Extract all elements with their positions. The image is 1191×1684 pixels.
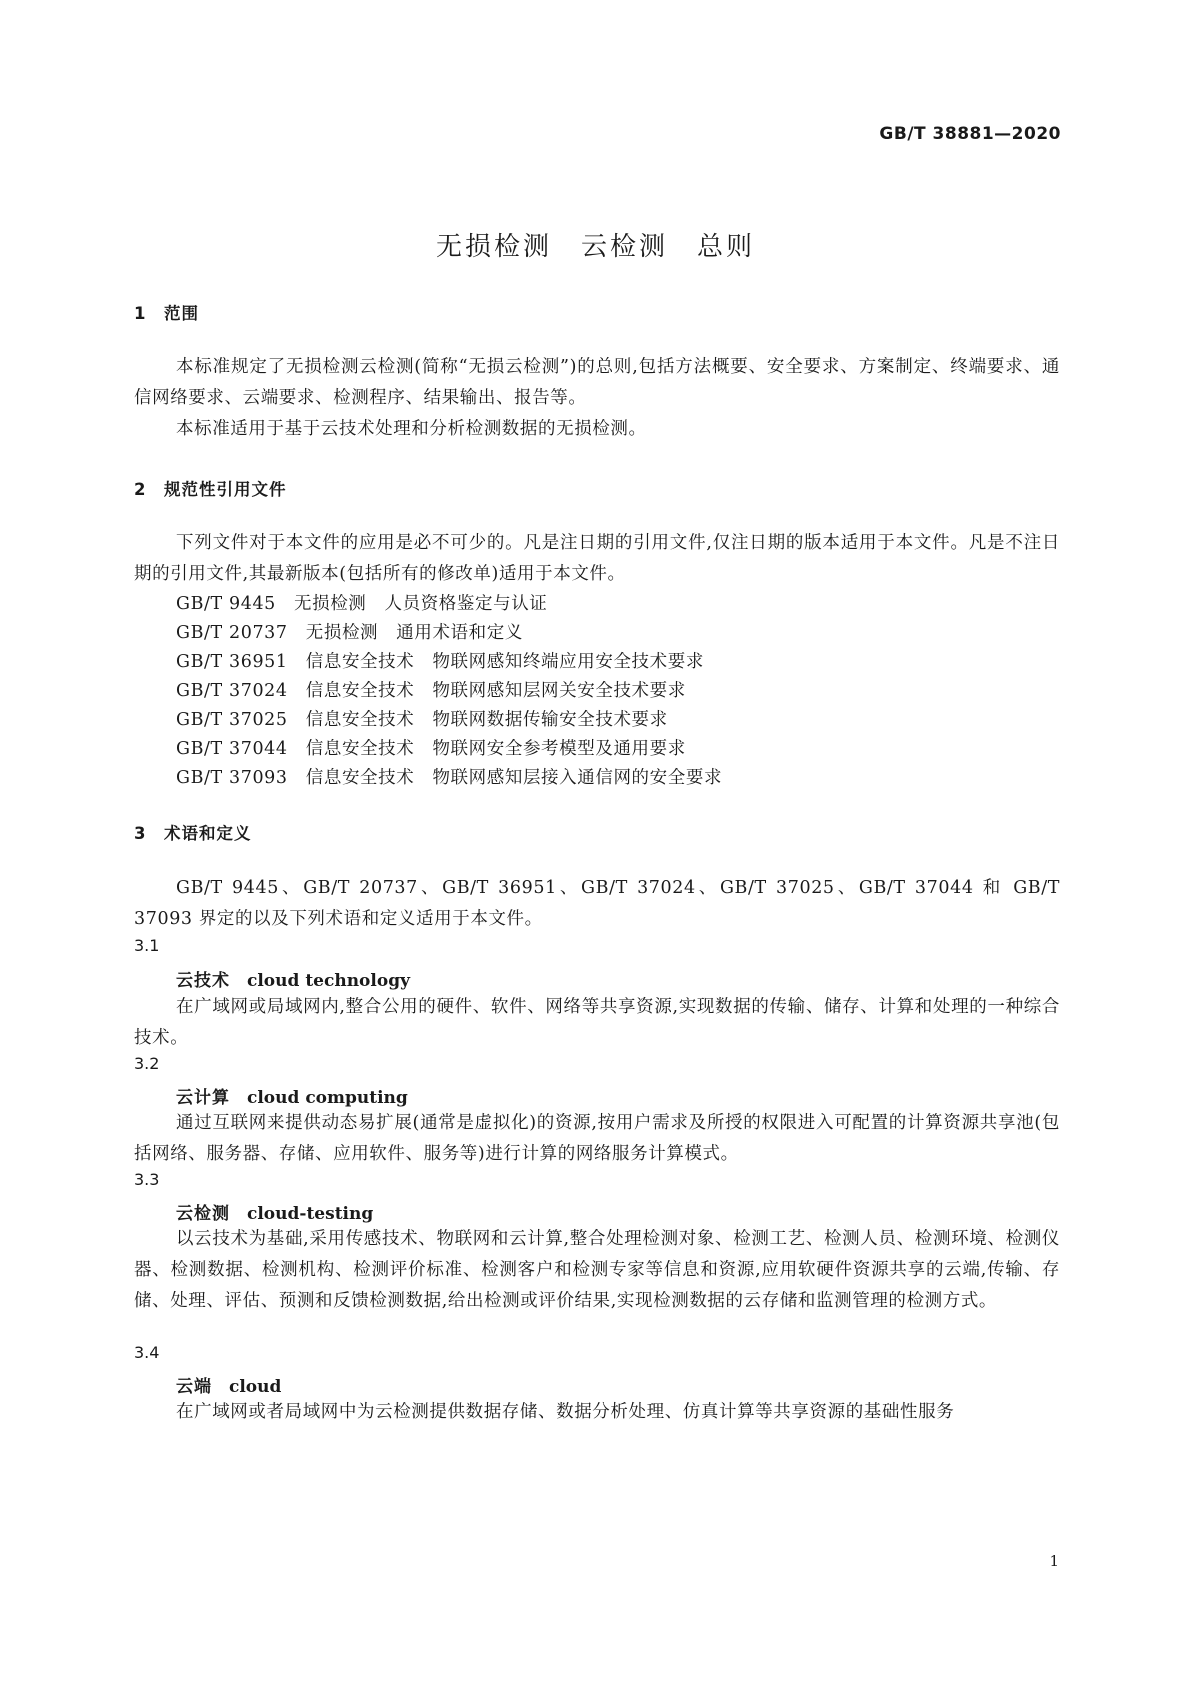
term-en: cloud: [229, 1377, 282, 1397]
reference-item: GB/T 37025 信息安全技术 物联网数据传输安全技术要求: [176, 710, 668, 730]
section-3-heading: 3 术语和定义: [134, 824, 252, 843]
section-3-intro: GB/T 9445、GB/T 20737、GB/T 36951、GB/T 37024、GB/T 37025、GB/T 37044 和 GB/T 37093 界定的以及下列术语和定义适用于本文件。: [134, 878, 1060, 929]
reference-item: GB/T 37044 信息安全技术 物联网安全参考模型及通用要求: [176, 739, 686, 759]
term-en: cloud technology: [247, 971, 410, 991]
reference-item: GB/T 9445 无损检测 人员资格鉴定与认证: [176, 594, 548, 614]
term-zh: 云端: [176, 1377, 212, 1397]
reference-item: GB/T 20737 无损检测 通用术语和定义: [176, 623, 523, 643]
term-en: cloud-testing: [247, 1204, 374, 1224]
term-title: [176, 966, 410, 991]
reference-item: GB/T 36951 信息安全技术 物联网感知终端应用安全技术要求: [176, 652, 704, 672]
section-1-paragraph-2: 本标准适用于基于云技术处理和分析检测数据的无损检测。: [176, 419, 647, 439]
term-definition: 以云技术为基础,采用传感技术、物联网和云计算,整合处理检测对象、检测工艺、检测人员、检测环境、检测仪器、检测数据、检测机构、检测评价标准、检测客户和检测专家等信息和资源,应用软硬件资源共享的云端,传输、存储、处理、评估、预测和反馈检测数据,给出检测或评价结果,实现检测数据的云存储和监测管理的检测方式。: [134, 1229, 1060, 1311]
section-2-heading: 2 规范性引用文件: [134, 480, 287, 499]
term-en: cloud computing: [247, 1088, 408, 1108]
term-zh: 云计算: [176, 1088, 230, 1108]
reference-item: GB/T 37093 信息安全技术 物联网感知层接入通信网的安全要求: [176, 768, 723, 788]
term-title: [176, 1199, 373, 1224]
section-2-intro: 下列文件对于本文件的应用是必不可少的。凡是注日期的引用文件,仅注日期的版本适用于本文件。凡是不注日期的引用文件,其最新版本(包括所有的修改单)适用于本文件。: [134, 533, 1060, 584]
term-title: [176, 1372, 281, 1397]
section-1-heading: 1 范围: [134, 304, 199, 323]
standard-code: GB/T 38881—2020: [879, 124, 1061, 144]
page-number: 1: [1049, 1552, 1059, 1570]
term-number: 3.2: [134, 1054, 160, 1073]
term-number: 3.4: [134, 1343, 160, 1362]
term-definition: 通过互联网来提供动态易扩展(通常是虚拟化)的资源,按用户需求及所授的权限进入可配置的计算资源共享池(包括网络、服务器、存储、应用软件、服务等)进行计算的网络服务计算模式。: [134, 1113, 1060, 1164]
term-definition: 在广域网或局域网内,整合公用的硬件、软件、网络等共享资源,实现数据的传输、储存、计算和处理的一种综合技术。: [134, 997, 1060, 1048]
term-zh: 云检测: [176, 1204, 230, 1224]
term-number: 3.1: [134, 936, 160, 955]
term-zh: 云技术: [176, 971, 230, 991]
document-title: 无损检测 云检测 总则: [435, 232, 755, 262]
term-title: [176, 1083, 408, 1108]
term-number: 3.3: [134, 1170, 160, 1189]
term-definition: 在广域网或者局域网中为云检测提供数据存储、数据分析处理、仿真计算等共享资源的基础性服务: [176, 1402, 955, 1422]
section-1-paragraph-1: 本标准规定了无损检测云检测(简称“无损云检测”)的总则,包括方法概要、安全要求、方案制定、终端要求、通信网络要求、云端要求、检测程序、结果输出、报告等。: [134, 357, 1060, 408]
reference-item: GB/T 37024 信息安全技术 物联网感知层网关安全技术要求: [176, 681, 686, 701]
